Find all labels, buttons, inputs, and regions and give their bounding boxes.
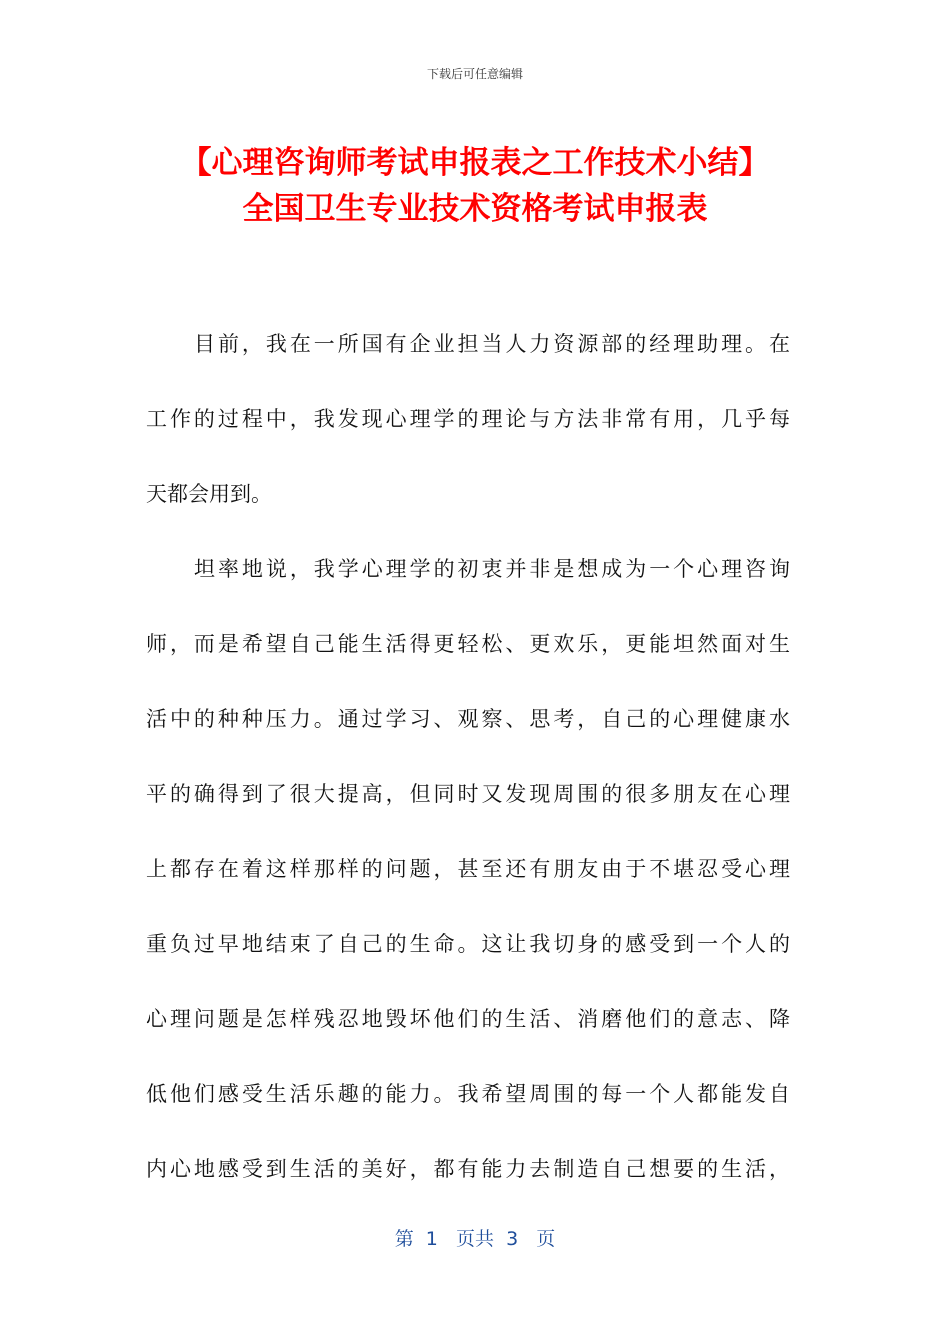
paragraph-line: 师，而是希望自己能生活得更轻松、更欢乐，更能坦然面对生 [146, 632, 790, 656]
page-footer: 第 1 页共 3 页 [394, 1228, 556, 1250]
paragraph-line: 工作的过程中，我发现心理学的理论与方法非常有用，几乎每 [146, 407, 790, 431]
paragraph-1 [146, 322, 790, 547]
paragraph-line: 活中的种种压力。通过学习、观察、思考，自己的心理健康水 [146, 707, 790, 731]
title-line-2: 全国卫生专业技术资格考试申报表 [242, 191, 708, 227]
document-title [60, 140, 890, 232]
paragraph-line: 天都会用到。 [146, 482, 272, 506]
paragraph-line: 低他们感受生活乐趣的能力。我希望周围的每一个人都能发自 [146, 1082, 790, 1106]
paragraph-line: 平的确得到了很大提高，但同时又发现周围的很多朋友在心理 [146, 782, 790, 806]
header-note: 下载后可任意编辑 [426, 67, 523, 81]
document-body [146, 322, 790, 1222]
paragraph-line: 目前，我在一所国有企业担当人力资源部的经理助理。在 [194, 332, 790, 356]
title-line-1: 【心理咨询师考试申报表之工作技术小结】 [180, 145, 770, 181]
paragraph-line: 内心地感受到生活的美好，都有能力去制造自己想要的生活， [146, 1157, 790, 1181]
paragraph-line: 上都存在着这样那样的问题，甚至还有朋友由于不堪忍受心理 [146, 857, 790, 881]
paragraph-line: 坦率地说，我学心理学的初衷并非是想成为一个心理咨询 [194, 557, 790, 581]
paragraph-line: 心理问题是怎样残忍地毁坏他们的生活、消磨他们的意志、降 [146, 1007, 790, 1031]
paragraph-line: 重负过早地结束了自己的生命。这让我切身的感受到一个人的 [146, 932, 790, 956]
paragraph-2 [146, 547, 790, 1222]
